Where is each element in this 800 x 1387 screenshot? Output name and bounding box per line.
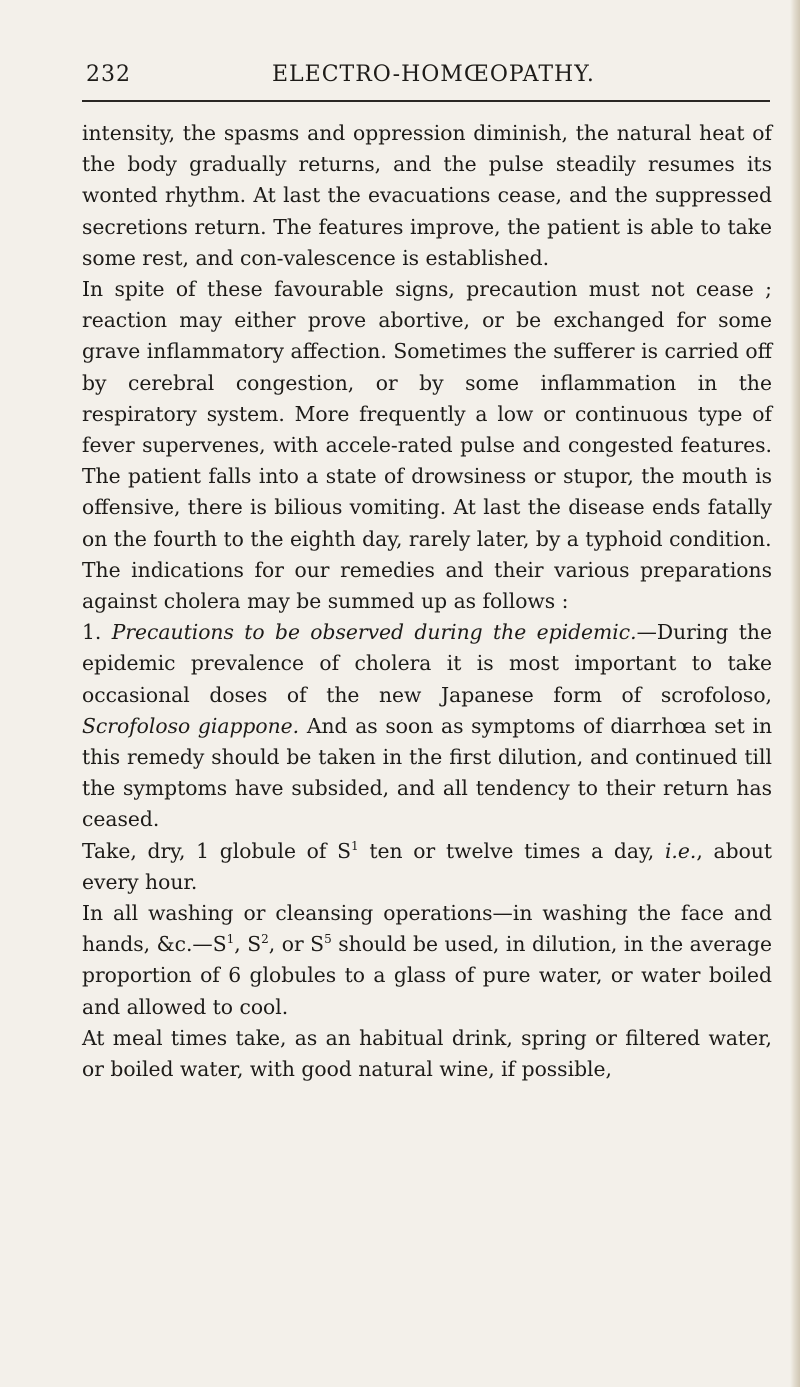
section-number: 1. [82,620,102,645]
paragraph-4-text-b: And as soon as symptoms of diarrhœa set in this remedy should be taken in the first dilution, and continued till the symptoms have subsided, and all tendency to their return has ceased. [82,713,773,832]
page-header [82,62,772,102]
body-text [82,118,772,1085]
paragraph-3: The indications for our remedies and their various preparations against cholera may be summed up as follows : [82,557,772,614]
superscript-2: 2 [261,932,269,947]
page-edge-shadow [790,0,800,1387]
paragraph-5-text-c: , about every hour. [82,838,772,894]
paragraph-2: In spite of these favourable signs, precaution must not cease ; reaction may either prove abortive, or be exchanged for some grave inflammatory affection. Sometimes the sufferer is carried off by cerebral congestion, or by some inflammation in the respiratory system. More frequently a low or continuous type of fever supervenes, with accele-rated pulse and congested features. The patient falls into a state of drowsiness or stupor, the mouth is offensive, there is bilious vomiting. At last the disease ends fatally on the fourth to the eighth day, rarely later, by a typhoid condition. [82,277,772,551]
superscript-1: 1 [351,838,359,853]
paragraph-4 [82,617,772,835]
superscript-1: 1 [226,932,235,947]
paragraph-1: intensity, the spasms and oppression diminish, the natural heat of the body gradually returns, and the pulse steadily resumes its wonted rhythm. At last the evacuations cease, and the suppressed secretions return. The features improve, the patient is able to take some rest, and con-valescence is established. [82,121,772,270]
superscript-5: 5 [324,932,332,947]
paragraph-4-text-a: —During the epidemic prevalence of cholera it is most important to take occasional doses of the new Japanese form of scrofoloso, [82,620,772,707]
paragraph-6-text-a: In all washing or cleansing operations—in washing the face and hands, &c.—S [82,901,772,957]
remedy-name: Scrofoloso giappone. [82,713,300,738]
running-title: ELECTRO-HOMŒOPATHY. [272,62,595,87]
paragraph-6 [82,898,772,1023]
paragraph-6-text-c: , or S [268,932,325,957]
header-rule [82,100,770,102]
paragraph-5-text-b: ten or twelve times a day, [358,838,665,863]
page-number: 232 [86,62,131,87]
paragraph-6-text-d: should be used, in dilution, in the average proportion of 6 globules to a glass of pure water, or water boiled and allowed to cool. [82,932,772,1019]
ie-abbrev: i.e. [664,838,697,863]
paragraph-6-text-b: , S [234,932,262,957]
paragraph-7: At meal times take, as an habitual drink, spring or filtered water, or boiled water, with good natural wine, if possible, [82,1025,772,1082]
paragraph-5 [82,836,772,898]
section-title: Precautions to be observed during the epidemic. [111,620,637,645]
paragraph-5-text-a: Take, dry, 1 globule of S [82,838,352,863]
